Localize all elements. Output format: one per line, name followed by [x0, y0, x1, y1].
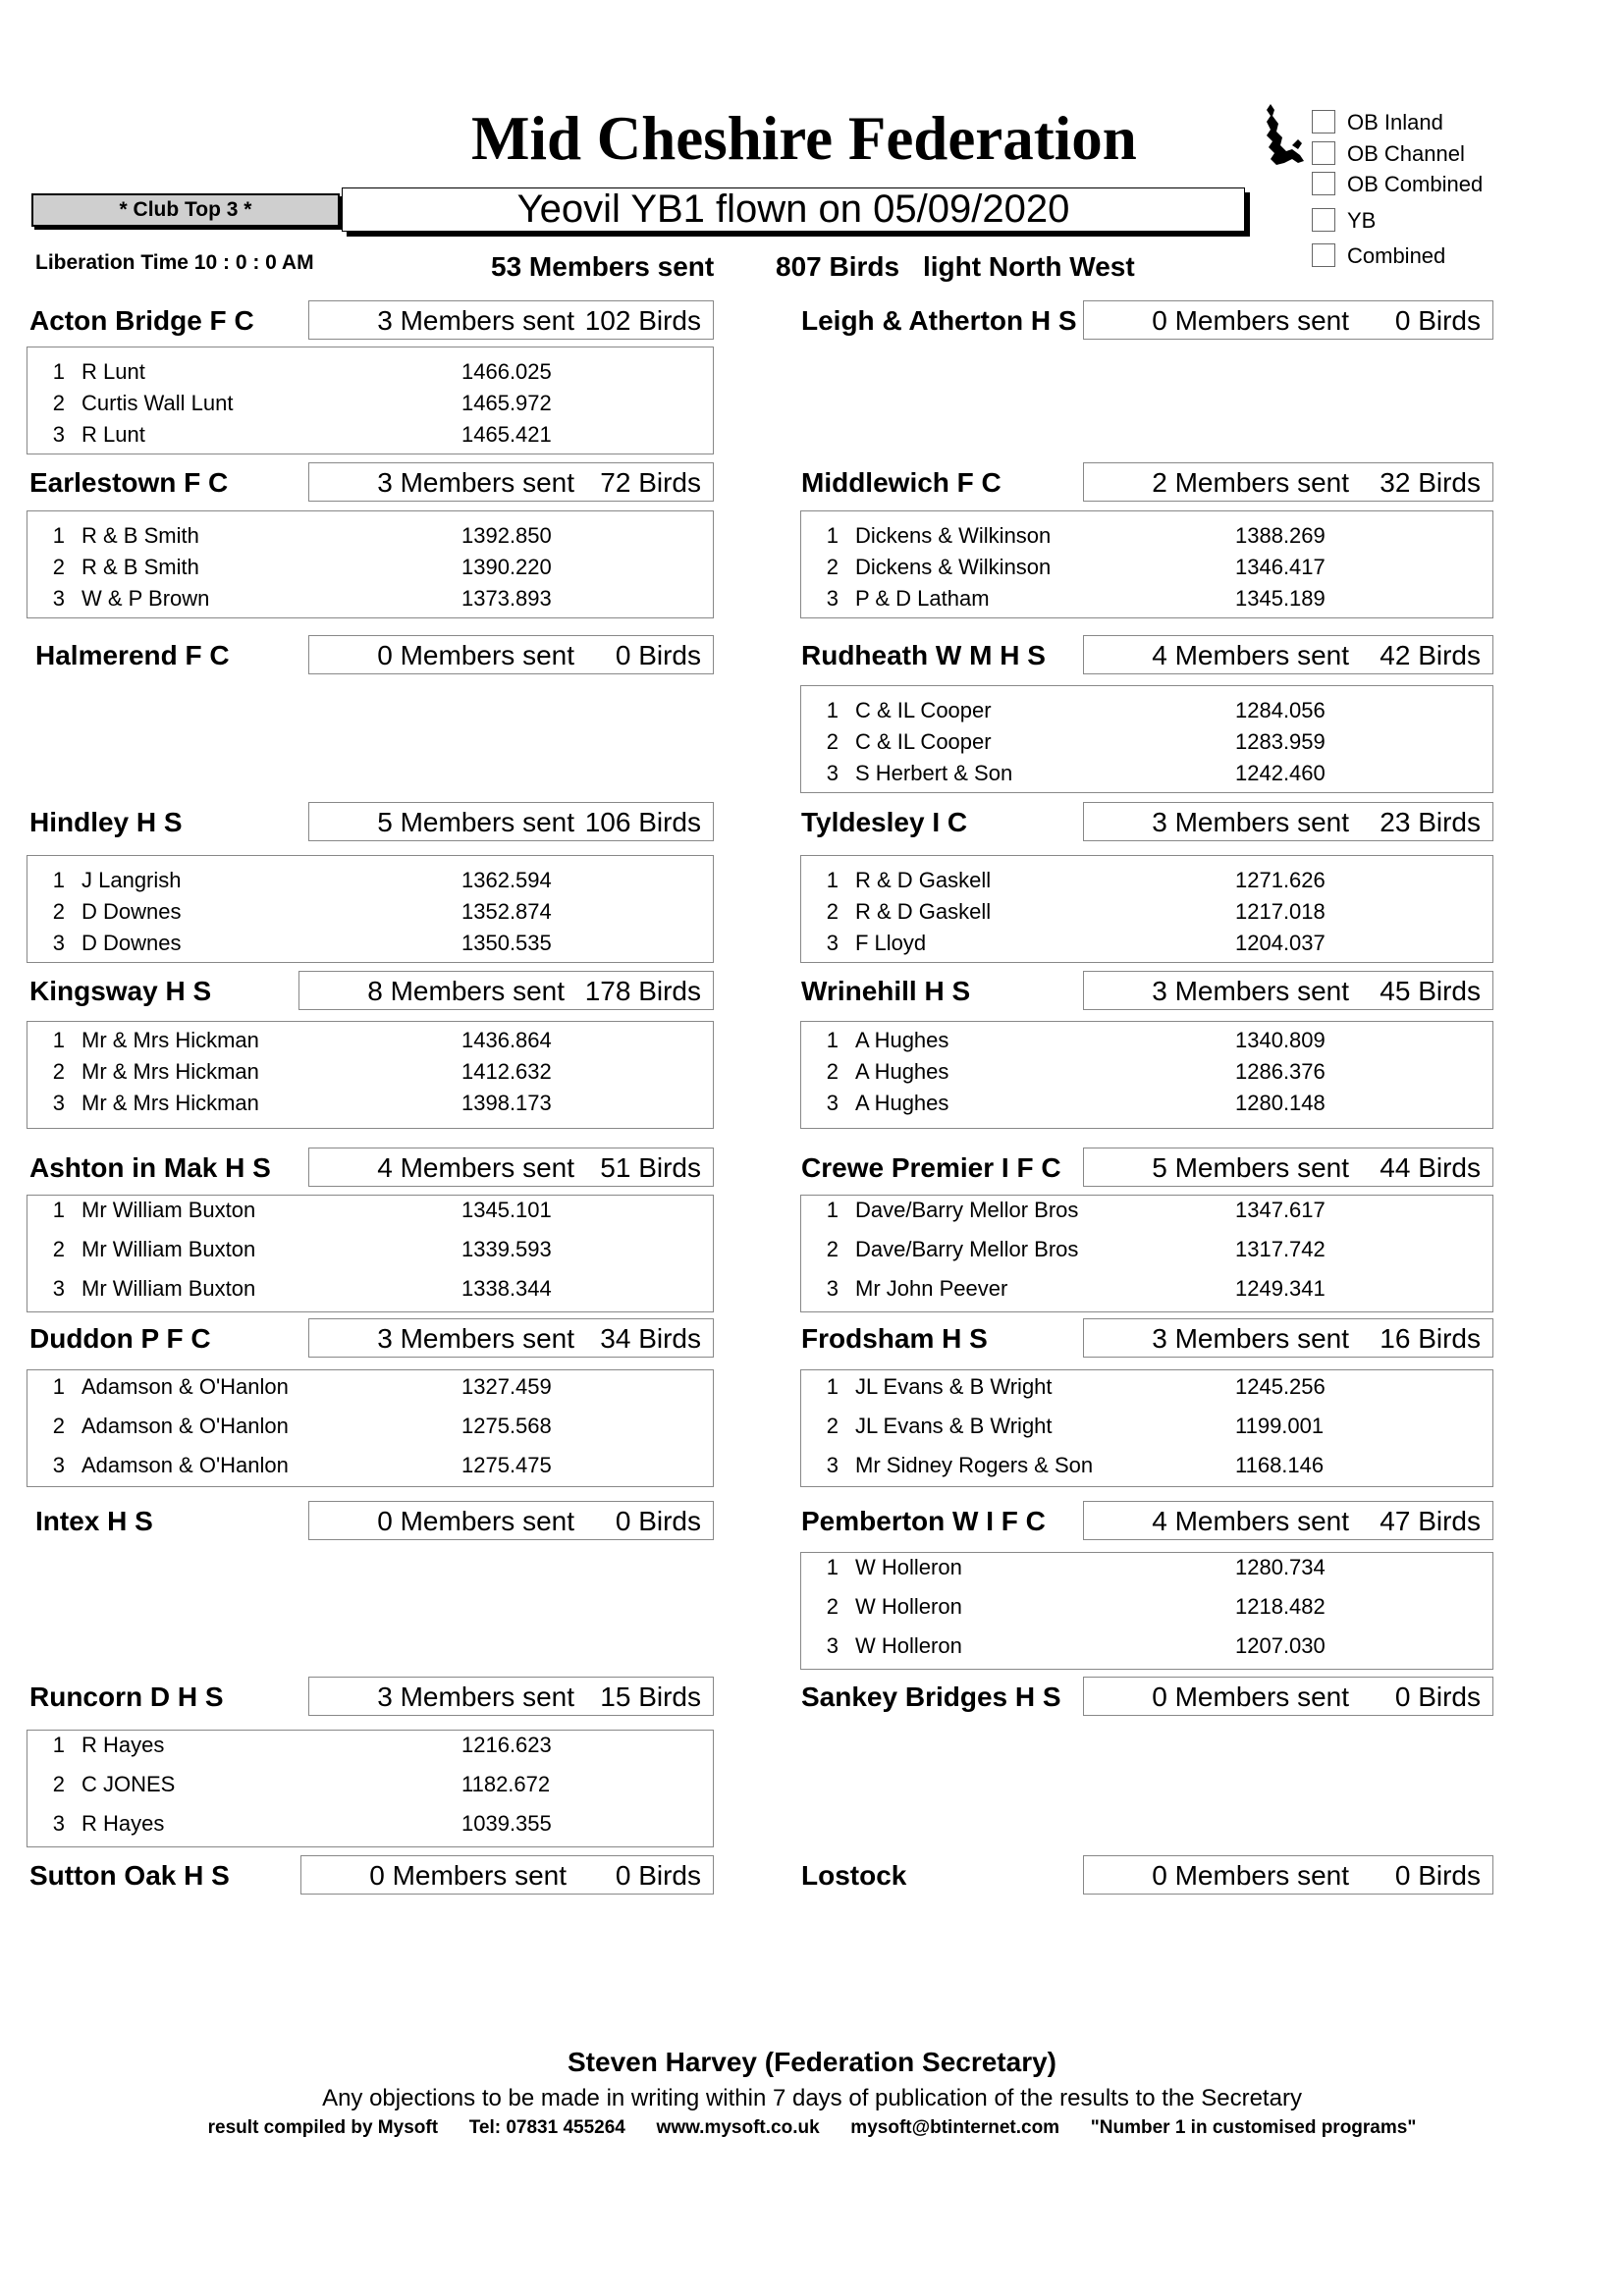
position: 3 — [52, 1276, 65, 1301]
velocity: 1345.101 — [461, 1198, 552, 1222]
velocity: 1345.189 — [1235, 586, 1326, 611]
velocity: 1339.593 — [461, 1237, 552, 1261]
results-table — [800, 1369, 1493, 1487]
results-table — [27, 1369, 714, 1487]
member-name: S Herbert & Son — [855, 761, 1013, 785]
result-row — [27, 868, 713, 897]
velocity: 1412.632 — [461, 1059, 552, 1084]
velocity: 1216.623 — [461, 1733, 552, 1757]
member-name: R Lunt — [81, 359, 145, 384]
velocity: 1275.475 — [461, 1453, 552, 1477]
velocity: 1199.001 — [1235, 1414, 1325, 1438]
velocity: 1346.417 — [1235, 555, 1326, 579]
velocity: 1466.025 — [461, 359, 552, 384]
member-name: A Hughes — [855, 1059, 949, 1084]
results-table — [800, 1021, 1493, 1129]
birds-sent: 44 Birds — [1380, 1152, 1481, 1183]
club-entries-box — [308, 1318, 714, 1358]
velocity: 1280.734 — [1235, 1555, 1326, 1579]
members-sent: 3 Members sent — [1152, 1323, 1349, 1354]
position: 2 — [826, 1414, 839, 1438]
members-sent: 0 Members sent — [1152, 305, 1349, 336]
yb-checkbox[interactable] — [1312, 208, 1335, 232]
result-row — [27, 586, 713, 615]
member-name: W Holleron — [855, 1633, 962, 1658]
member-name: R & B Smith — [81, 555, 199, 579]
members-sent: 5 Members sent — [1152, 1152, 1349, 1183]
club-entries-box — [308, 802, 714, 841]
member-name: F Lloyd — [855, 931, 927, 955]
member-name: JL Evans & B Wright — [855, 1414, 1053, 1438]
combined-label: Combined — [1347, 243, 1446, 268]
member-name: W & P Brown — [81, 586, 210, 611]
member-name: R Hayes — [81, 1811, 165, 1836]
liberation-time: Liberation Time 10 : 0 : 0 AM — [35, 251, 314, 274]
birds-sent: 51 Birds — [600, 1152, 701, 1183]
ob-channel-label: OB Channel — [1347, 141, 1465, 166]
club-name: Pemberton W I F C — [801, 1506, 1046, 1536]
position: 3 — [826, 1453, 839, 1477]
result-row — [801, 1594, 1492, 1624]
members-sent: 3 Members sent — [377, 467, 574, 498]
birds-sent: 102 Birds — [584, 305, 701, 336]
result-row — [27, 1237, 713, 1266]
velocity: 1388.269 — [1235, 523, 1326, 548]
club-entries-box — [1083, 635, 1493, 674]
position: 1 — [826, 1028, 839, 1052]
velocity: 1283.959 — [1235, 729, 1326, 754]
result-row — [27, 422, 713, 452]
result-row — [27, 555, 713, 584]
compiler-credits: result compiled by Mysoft Tel: 07831 455264 www.mysoft.co.uk mysoft@btinternet.com "Number 1 in customised programs" — [207, 2117, 1417, 2138]
wind-direction: light North West — [923, 251, 1135, 282]
members-sent: 4 Members sent — [377, 1152, 574, 1183]
club-name: Frodsham H S — [801, 1323, 988, 1354]
results-table — [800, 1552, 1493, 1670]
position: 1 — [52, 1028, 65, 1052]
club-entries-box — [1083, 802, 1493, 841]
club-name: Tyldesley I C — [801, 807, 968, 837]
member-name: W Holleron — [855, 1555, 962, 1579]
velocity: 1398.173 — [461, 1091, 552, 1115]
birds-sent: 16 Birds — [1380, 1323, 1481, 1354]
member-name: D Downes — [81, 931, 182, 955]
results-table — [27, 347, 714, 454]
result-row — [27, 391, 713, 420]
member-name: Dave/Barry Mellor Bros — [855, 1198, 1079, 1222]
results-table — [27, 1195, 714, 1312]
result-row — [801, 1633, 1492, 1663]
member-name: D Downes — [81, 899, 182, 924]
members-sent: 0 Members sent — [1152, 1860, 1349, 1891]
result-row — [27, 1733, 713, 1762]
club-entries-box — [298, 971, 714, 1010]
velocity: 1218.482 — [1235, 1594, 1326, 1619]
position: 2 — [52, 555, 65, 579]
results-table — [800, 855, 1493, 963]
result-row — [801, 586, 1492, 615]
member-name: R & B Smith — [81, 523, 199, 548]
club-entries-box — [308, 635, 714, 674]
result-row — [27, 1091, 713, 1120]
position: 1 — [826, 868, 839, 892]
position: 1 — [826, 1555, 839, 1579]
member-name: C JONES — [81, 1772, 176, 1796]
result-row — [27, 1276, 713, 1306]
velocity: 1436.864 — [461, 1028, 552, 1052]
members-sent: 4 Members sent — [1152, 1506, 1349, 1536]
member-name: Mr & Mrs Hickman — [81, 1028, 259, 1052]
birds-sent: 0 Birds — [1394, 1860, 1481, 1891]
club-entries-box — [308, 1148, 714, 1187]
member-name: Dave/Barry Mellor Bros — [855, 1237, 1079, 1261]
member-name: J Langrish — [81, 868, 182, 892]
position: 3 — [826, 761, 839, 785]
velocity: 1350.535 — [461, 931, 552, 955]
members-sent: 2 Members sent — [1152, 467, 1349, 498]
position: 3 — [826, 1091, 839, 1115]
club-name: Wrinehill H S — [801, 976, 971, 1006]
club-entries-box — [1083, 971, 1493, 1010]
federation-title: Mid Cheshire Federation — [471, 104, 1137, 173]
birds-sent: 32 Birds — [1380, 467, 1481, 498]
velocity: 1168.146 — [1235, 1453, 1325, 1477]
position: 2 — [52, 1414, 65, 1438]
position: 1 — [52, 1198, 65, 1222]
club-name: Crewe Premier I F C — [801, 1152, 1061, 1183]
position: 2 — [52, 391, 65, 415]
velocity: 1204.037 — [1235, 931, 1326, 955]
club-entries-box — [1083, 1318, 1493, 1358]
club-name: Halmerend F C — [35, 640, 230, 670]
result-row — [801, 698, 1492, 727]
result-row — [27, 899, 713, 929]
race-title: Yeovil YB1 flown on 05/09/2020 — [342, 187, 1245, 232]
result-row — [801, 1028, 1492, 1057]
result-row — [27, 1772, 713, 1801]
velocity: 1347.617 — [1235, 1198, 1326, 1222]
club-name: Intex H S — [35, 1506, 153, 1536]
velocity: 1373.893 — [461, 586, 552, 611]
club-name: Duddon P F C — [29, 1323, 211, 1354]
position: 2 — [52, 1237, 65, 1261]
position: 3 — [52, 1453, 65, 1477]
ob-inland-checkbox[interactable] — [1312, 110, 1335, 133]
objections-notice: Any objections to be made in writing within 7 days of publication of the results to the Secretary — [322, 2085, 1302, 2111]
member-name: Mr William Buxton — [81, 1276, 256, 1301]
members-sent: 3 Members sent — [377, 1682, 574, 1712]
result-row — [27, 1028, 713, 1057]
ob-combined-label: OB Combined — [1347, 172, 1484, 196]
member-name: R Hayes — [81, 1733, 165, 1757]
member-name: Curtis Wall Lunt — [81, 391, 234, 415]
member-name: Adamson & O'Hanlon — [81, 1453, 289, 1477]
club-entries-box — [1083, 462, 1493, 502]
members-sent: 3 Members sent — [377, 1323, 574, 1354]
member-name: R Lunt — [81, 422, 145, 447]
position: 3 — [52, 422, 65, 447]
federation-secretary: Steven Harvey (Federation Secretary) — [568, 2047, 1056, 2077]
member-name: Adamson & O'Hanlon — [81, 1374, 289, 1399]
velocity: 1338.344 — [461, 1276, 552, 1301]
velocity: 1275.568 — [461, 1414, 552, 1438]
result-row — [801, 555, 1492, 584]
velocity: 1182.672 — [461, 1772, 551, 1796]
member-name: Mr & Mrs Hickman — [81, 1059, 259, 1084]
result-row — [801, 868, 1492, 897]
member-name: Dickens & Wilkinson — [855, 555, 1052, 579]
result-row — [801, 1374, 1492, 1404]
member-name: Mr William Buxton — [81, 1198, 256, 1222]
velocity: 1242.460 — [1235, 761, 1326, 785]
ob-combined-checkbox[interactable] — [1312, 172, 1335, 195]
club-entries-box — [1083, 300, 1493, 340]
results-table — [800, 685, 1493, 793]
member-name: Mr Sidney Rogers & Son — [855, 1453, 1094, 1477]
member-name: Dickens & Wilkinson — [855, 523, 1052, 548]
club-entries-box — [308, 300, 714, 340]
yb-label: YB — [1347, 208, 1377, 233]
club-name: Rudheath W M H S — [801, 640, 1046, 670]
position: 2 — [52, 1772, 65, 1796]
members-sent: 3 Members sent — [377, 305, 574, 336]
position: 3 — [826, 586, 839, 611]
position: 2 — [826, 555, 839, 579]
position: 3 — [826, 1633, 839, 1658]
members-sent: 0 Members sent — [1152, 1682, 1349, 1712]
result-row — [801, 1237, 1492, 1266]
members-sent: 3 Members sent — [1152, 976, 1349, 1006]
birds-sent: 0 Birds — [615, 640, 701, 670]
birds-sent: 45 Birds — [1380, 976, 1481, 1006]
birds-sent: 42 Birds — [1380, 640, 1481, 670]
position: 1 — [52, 523, 65, 548]
result-row — [801, 1091, 1492, 1120]
result-row — [27, 1453, 713, 1482]
velocity: 1362.594 — [461, 868, 552, 892]
results-table — [27, 510, 714, 618]
result-row — [801, 1414, 1492, 1443]
birds-sent: 0 Birds — [615, 1506, 701, 1536]
position: 2 — [826, 899, 839, 924]
velocity: 1245.256 — [1235, 1374, 1326, 1399]
club-name: Sankey Bridges H S — [801, 1682, 1061, 1712]
birds-sent: 178 Birds — [584, 976, 701, 1006]
member-name: Mr John Peever — [855, 1276, 1008, 1301]
velocity: 1249.341 — [1235, 1276, 1326, 1301]
birds-sent: 0 Birds — [1394, 305, 1481, 336]
position: 3 — [826, 931, 839, 955]
position: 2 — [826, 1059, 839, 1084]
members-sent: 3 Members sent — [1152, 807, 1349, 837]
velocity: 1207.030 — [1235, 1633, 1326, 1658]
member-name: A Hughes — [855, 1091, 949, 1115]
birds-sent: 23 Birds — [1380, 807, 1481, 837]
club-entries-box — [1083, 1677, 1493, 1716]
velocity: 1327.459 — [461, 1374, 552, 1399]
members-sent: 4 Members sent — [1152, 640, 1349, 670]
member-name: W Holleron — [855, 1594, 962, 1619]
result-row — [801, 1059, 1492, 1089]
result-row — [801, 1276, 1492, 1306]
club-name: Lostock — [801, 1860, 907, 1891]
position: 1 — [826, 1198, 839, 1222]
birds-total: 807 Birds — [776, 251, 900, 282]
member-name: R & D Gaskell — [855, 899, 992, 924]
results-table — [27, 1021, 714, 1129]
members-sent: 5 Members sent — [377, 807, 574, 837]
velocity: 1039.355 — [461, 1811, 552, 1836]
velocity: 1217.018 — [1235, 899, 1326, 924]
birds-sent: 106 Birds — [584, 807, 701, 837]
results-table — [27, 1730, 714, 1847]
combined-checkbox[interactable] — [1312, 243, 1335, 267]
result-row — [801, 1555, 1492, 1584]
velocity: 1271.626 — [1235, 868, 1326, 892]
result-row — [27, 1811, 713, 1841]
ob-inland-label: OB Inland — [1347, 110, 1443, 134]
result-row — [801, 931, 1492, 960]
position: 2 — [826, 1237, 839, 1261]
result-row — [27, 1374, 713, 1404]
position: 3 — [52, 586, 65, 611]
position: 1 — [826, 523, 839, 548]
member-name: Adamson & O'Hanlon — [81, 1414, 289, 1438]
result-row — [27, 1414, 713, 1443]
position: 2 — [826, 1594, 839, 1619]
result-row — [27, 1198, 713, 1227]
position: 3 — [826, 1276, 839, 1301]
members-sent: 0 Members sent — [377, 1506, 574, 1536]
club-name: Earlestown F C — [29, 467, 229, 498]
position: 3 — [52, 931, 65, 955]
club-entries-box — [1083, 1148, 1493, 1187]
club-entries-box — [308, 1501, 714, 1540]
position: 2 — [826, 729, 839, 754]
member-name: Mr William Buxton — [81, 1237, 256, 1261]
member-name: P & D Latham — [855, 586, 990, 611]
position: 1 — [826, 1374, 839, 1399]
result-row — [801, 899, 1492, 929]
member-name: C & IL Cooper — [855, 698, 992, 722]
birds-sent: 15 Birds — [600, 1682, 701, 1712]
club-name: Hindley H S — [29, 807, 183, 837]
result-row — [801, 523, 1492, 553]
member-name: A Hughes — [855, 1028, 949, 1052]
position: 2 — [52, 899, 65, 924]
velocity: 1317.742 — [1235, 1237, 1326, 1261]
club-entries-box — [1083, 1855, 1493, 1895]
club-entries-box — [308, 1677, 714, 1716]
position: 1 — [52, 868, 65, 892]
result-row — [27, 931, 713, 960]
velocity: 1390.220 — [461, 555, 552, 579]
result-row — [27, 523, 713, 553]
birds-sent: 0 Birds — [615, 1860, 701, 1891]
club-entries-box — [308, 462, 714, 502]
birds-sent: 47 Birds — [1380, 1506, 1481, 1536]
member-name: C & IL Cooper — [855, 729, 992, 754]
position: 1 — [52, 1733, 65, 1757]
position: 1 — [826, 698, 839, 722]
position: 1 — [52, 1374, 65, 1399]
club-top-3-badge: * Club Top 3 * — [31, 193, 340, 227]
velocity: 1284.056 — [1235, 698, 1326, 722]
pigeon-logo-icon — [1265, 102, 1310, 167]
members-total: 53 Members sent — [491, 251, 715, 282]
club-entries-box — [1083, 1501, 1493, 1540]
result-row — [801, 1198, 1492, 1227]
club-name: Runcorn D H S — [29, 1682, 224, 1712]
velocity: 1280.148 — [1235, 1091, 1326, 1115]
member-name: R & D Gaskell — [855, 868, 992, 892]
ob-channel-checkbox[interactable] — [1312, 141, 1335, 165]
members-sent: 0 Members sent — [369, 1860, 567, 1891]
club-name: Kingsway H S — [29, 976, 212, 1006]
result-row — [27, 359, 713, 389]
position: 1 — [52, 359, 65, 384]
birds-sent: 72 Birds — [600, 467, 701, 498]
birds-sent: 0 Birds — [1394, 1682, 1481, 1712]
club-entries-box — [300, 1855, 714, 1895]
member-name: Mr & Mrs Hickman — [81, 1091, 259, 1115]
position: 3 — [52, 1091, 65, 1115]
member-name: JL Evans & B Wright — [855, 1374, 1053, 1399]
members-sent: 0 Members sent — [377, 640, 574, 670]
position: 3 — [52, 1811, 65, 1836]
velocity: 1392.850 — [461, 523, 552, 548]
velocity: 1465.421 — [461, 422, 552, 447]
velocity: 1465.972 — [461, 391, 552, 415]
members-sent: 8 Members sent — [367, 976, 565, 1006]
club-name: Ashton in Mak H S — [29, 1152, 271, 1183]
velocity: 1286.376 — [1235, 1059, 1326, 1084]
results-table — [800, 1195, 1493, 1312]
result-row — [801, 1453, 1492, 1482]
results-table — [800, 510, 1493, 618]
position: 2 — [52, 1059, 65, 1084]
club-name: Middlewich F C — [801, 467, 1001, 498]
club-name: Acton Bridge F C — [29, 305, 254, 336]
birds-sent: 34 Birds — [600, 1323, 701, 1354]
velocity: 1352.874 — [461, 899, 552, 924]
club-name: Sutton Oak H S — [29, 1860, 230, 1891]
results-table — [27, 855, 714, 963]
club-name: Leigh & Atherton H S — [801, 305, 1077, 336]
result-row — [27, 1059, 713, 1089]
velocity: 1340.809 — [1235, 1028, 1326, 1052]
result-row — [801, 729, 1492, 759]
result-row — [801, 761, 1492, 790]
